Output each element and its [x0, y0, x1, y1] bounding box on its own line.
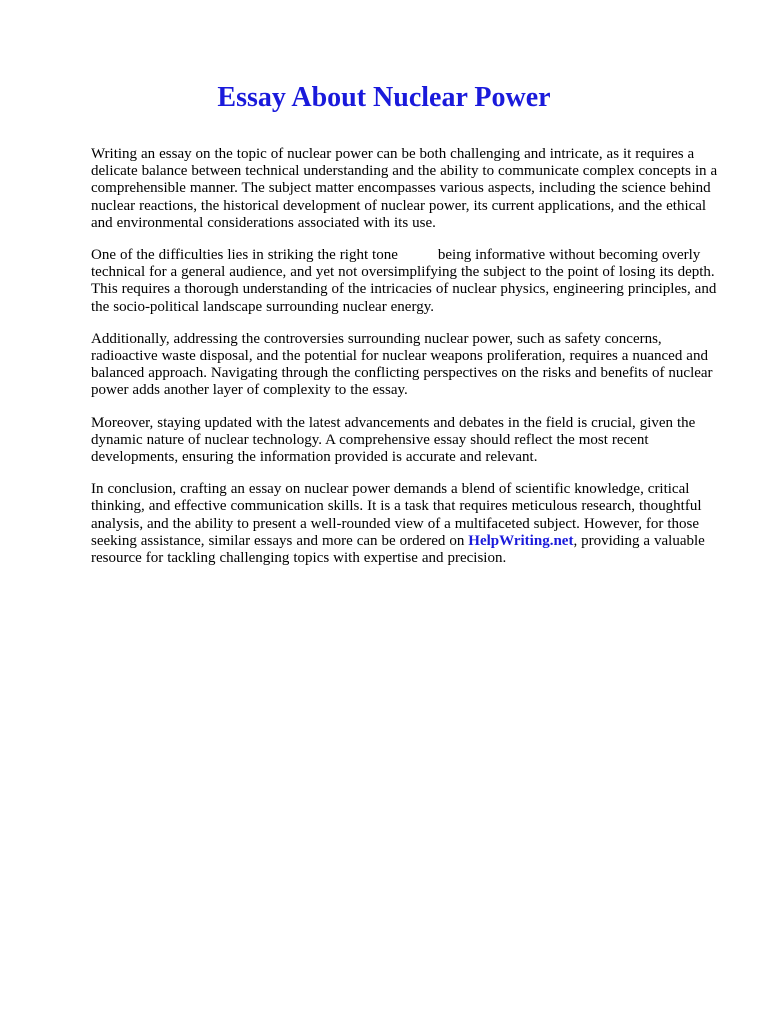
paragraph-5-text-end: , providing a valuable resource for tackling challenging topics with expertise and precision.	[91, 532, 705, 567]
document-title: Essay About Nuclear Power	[217, 82, 551, 113]
helpwriting-link[interactable]: HelpWriting.net	[468, 532, 574, 549]
document-body	[91, 146, 721, 582]
paragraph-5	[91, 481, 721, 567]
paragraph-2-text-end: being informative without becoming overly technical for a general audience, and yet not oversimplifying the subject to the point of losing its depth. This requires a thorough understanding of the intricacies of nuclear physics, engineering principles, and the socio-political landscape surrounding nuclear energy.	[91, 247, 717, 315]
paragraph-4: Moreover, staying updated with the latest advancements and debates in the field is crucial, given the dynamic nature of nuclear technology. A comprehensive essay should reflect the most recent developments, ensuring the information provided is accurate and relevant.	[91, 414, 696, 466]
paragraph-1: Writing an essay on the topic of nuclear power can be both challenging and intricate, as it requires a delicate balance between technical understanding and the ability to communicate complex concepts in a comprehensible manner. The subject matter encompasses various aspects, including the science behind nuclear reactions, the historical development of nuclear power, its current applications, and the ethical and environmental considerations associated with its use.	[91, 146, 718, 231]
paragraph-2	[91, 247, 721, 316]
paragraph-5-text-start: In conclusion, crafting an essay on nuclear power demands a blend of scientific knowledge, critical thinking, and effective communication skills. It is a task that requires meticulous research, thoughtful analysis, and the ability to present a well-rounded view of a multifaceted subject. However, for those seeking assistance, similar essays and more can be ordered on	[91, 481, 702, 549]
paragraph-2-text-start: One of the difficulties lies in striking the right tone	[91, 247, 398, 264]
paragraph-3: Additionally, addressing the controversies surrounding nuclear power, such as safety concerns, radioactive waste disposal, and the potential for nuclear weapons proliferation, requires a nuanced and balanced approach. Navigating through the conflicting perspectives on the risks and benefits of nuclear power adds another layer of complexity to the essay.	[91, 330, 713, 399]
